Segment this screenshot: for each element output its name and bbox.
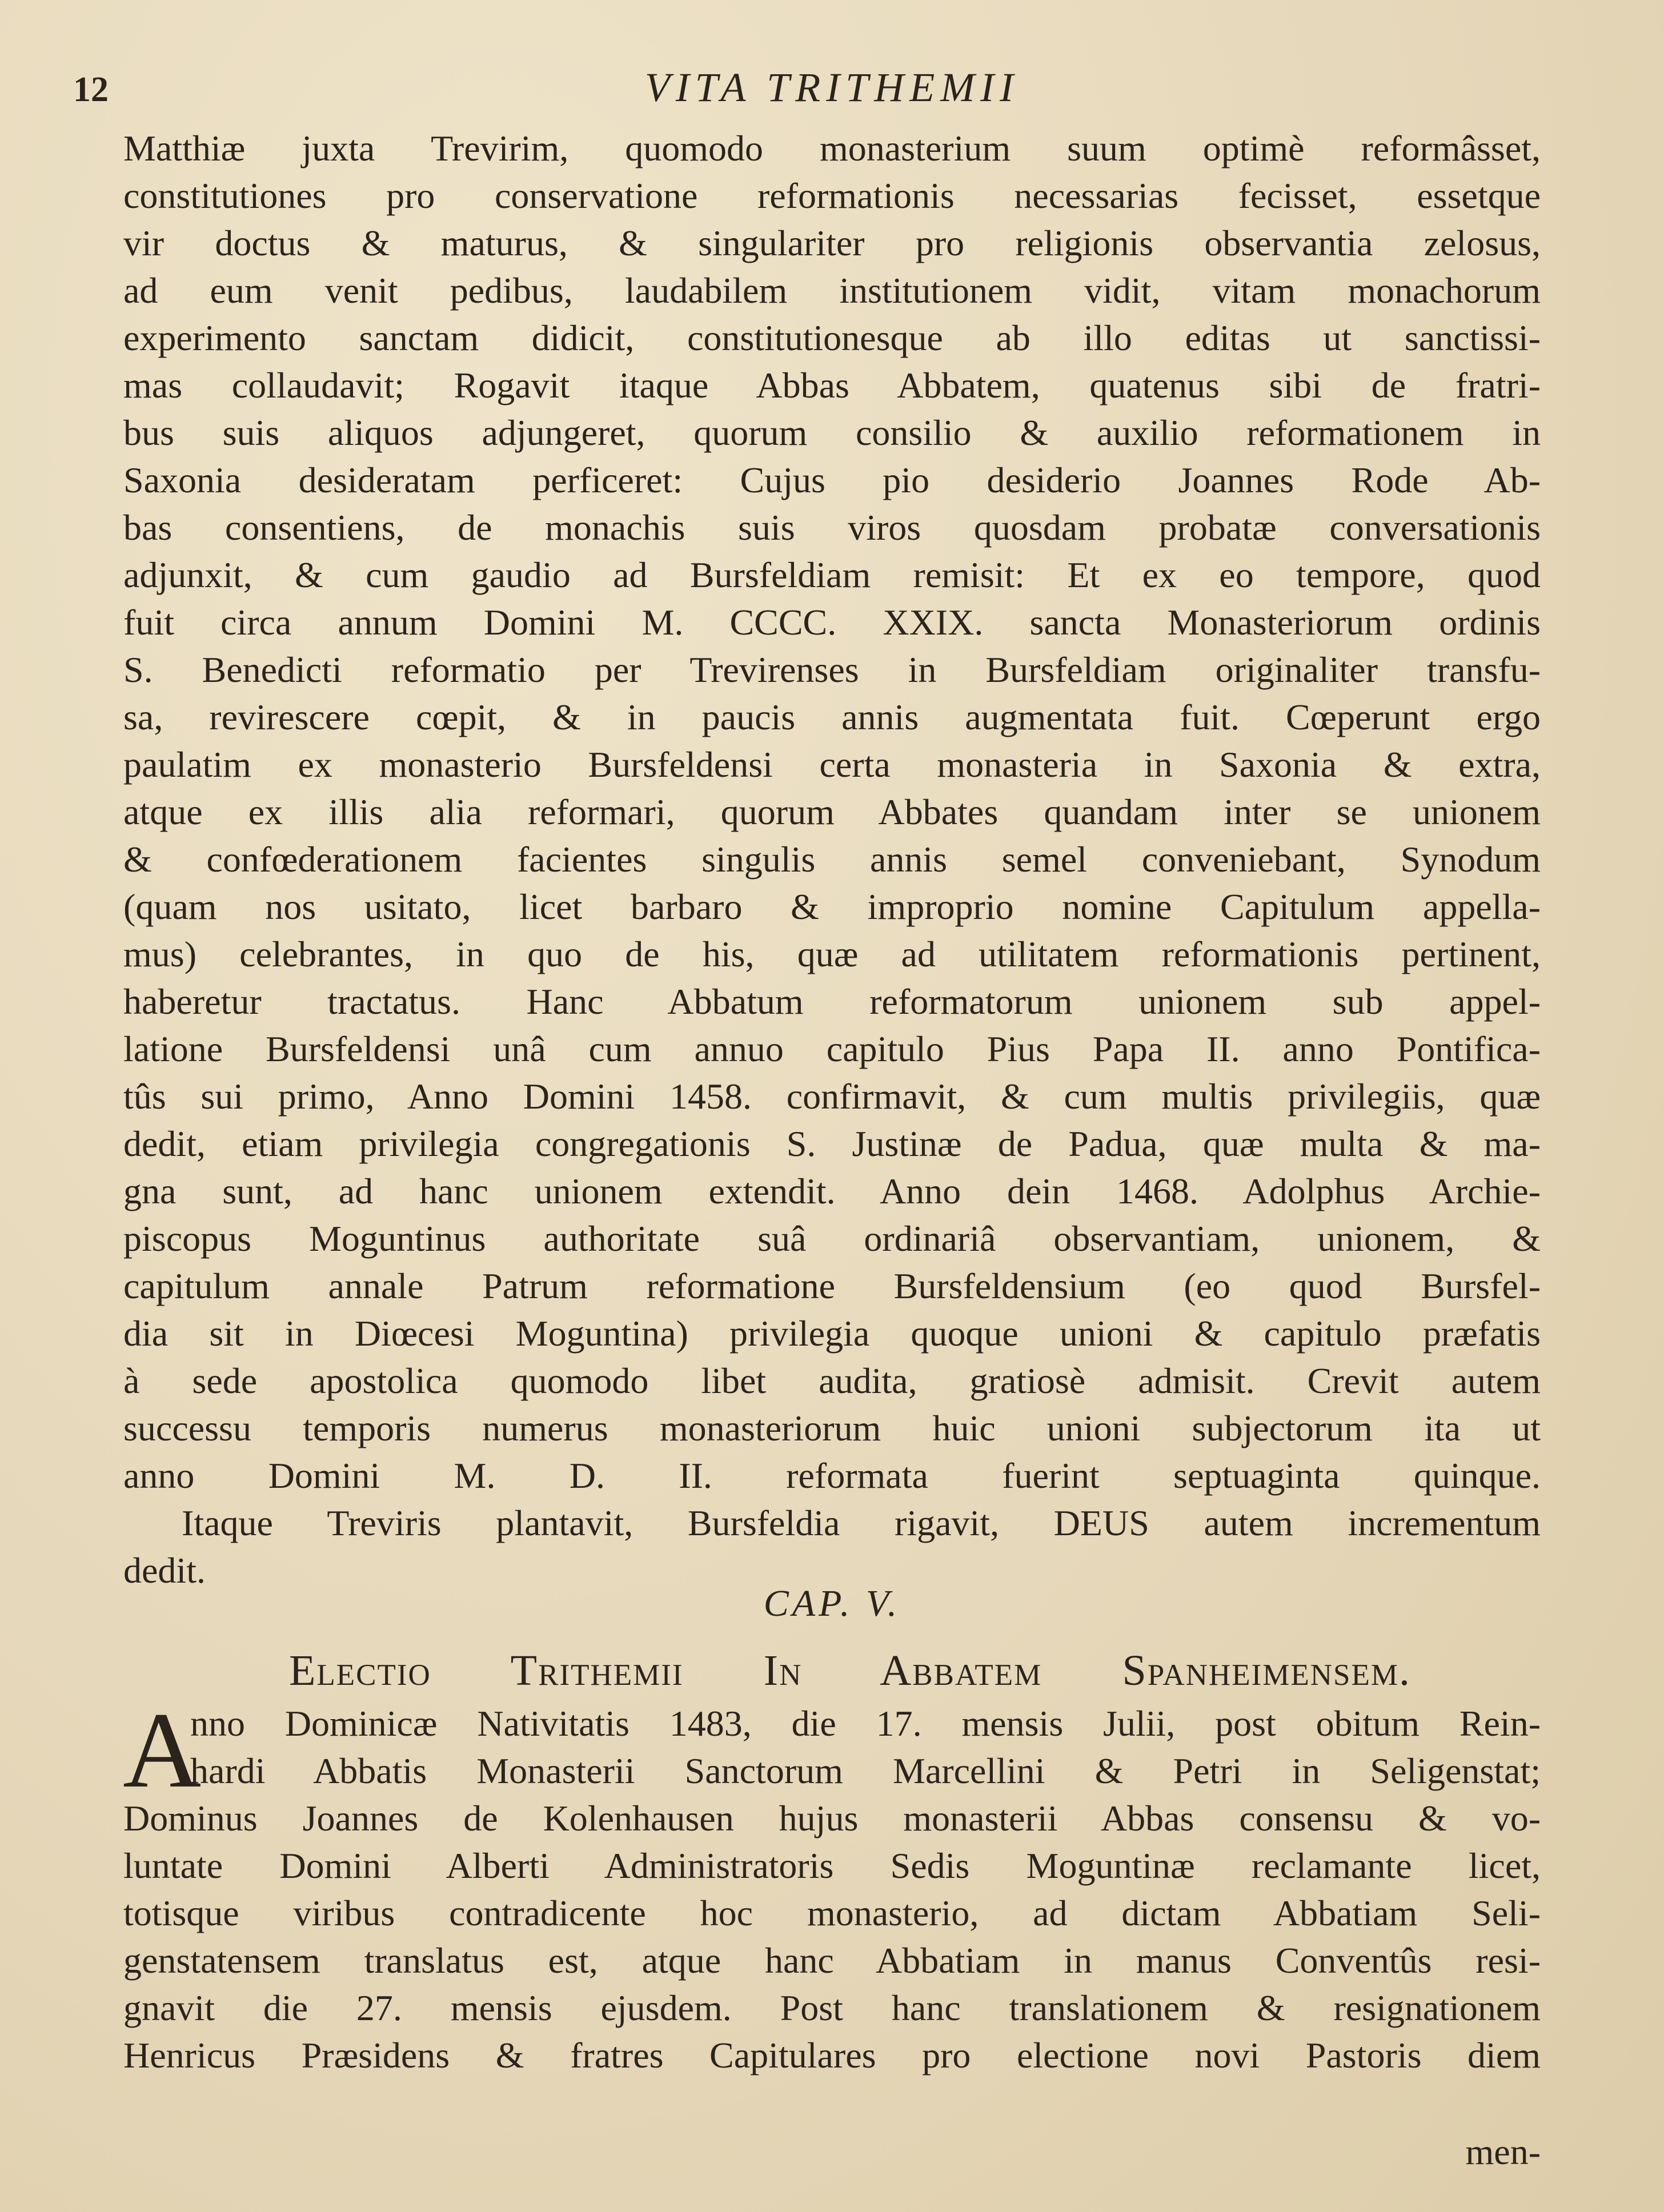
text-line: bas consentiens, de monachis suis viros quosdam probatæ conversationis — [123, 507, 1541, 548]
text-line: tûs sui primo, Anno Domini 1458. confirmavit, & cum multis privilegiis, quæ — [123, 1076, 1541, 1117]
text-line: Henricus Præsidens & fratres Capitulares pro electione novi Pastoris diem — [123, 2035, 1541, 2075]
text-line: latione Bursfeldensi unâ cum annuo capitulo Pius Papa II. anno Pontifica- — [123, 1029, 1541, 1069]
text-line: gnavit die 27. mensis ejusdem. Post hanc translationem & resignationem — [123, 1988, 1541, 2028]
text-line: ad eum venit pedibus, laudabilem institutionem vidit, vitam monachorum — [123, 270, 1541, 311]
text-line: dia sit in Diœcesi Moguntina) privilegia quoque unioni & capitulo præfatis — [123, 1313, 1541, 1354]
text-line: experimento sanctam didicit, constitutionesque ab illo editas ut sanctissi- — [123, 318, 1541, 358]
text-line: (quam nos usitato, licet barbaro & improprio nomine Capitulum appella- — [123, 886, 1541, 927]
text-line: dedit. — [123, 1550, 206, 1591]
text-line: anno Domini M. D. II. reformata fuerint septuaginta quinque. — [123, 1455, 1541, 1496]
page-number: 12 — [73, 70, 109, 109]
text-line: haberetur tractatus. Hanc Abbatum reformatorum unionem sub appel- — [123, 981, 1541, 1022]
text-line: à sede apostolica quomodo libet audita, gratiosè admisit. Crevit autem — [123, 1360, 1541, 1401]
text-line: atque ex illis alia reformari, quorum Abbates quandam inter se unionem — [123, 792, 1541, 832]
text-line: Saxonia desideratam perficeret: Cujus pio desiderio Joannes Rode Ab- — [123, 460, 1541, 500]
chapter-label: CAP. V. — [763, 1583, 901, 1624]
running-title: VITA TRITHEMII — [644, 65, 1020, 110]
text-line: vir doctus & maturus, & singulariter pro religionis observantia zelosus, — [123, 223, 1541, 263]
text-line: mus) celebrantes, in quo de his, quæ ad utilitatem reformationis pertinent, — [123, 934, 1541, 974]
text-line: hardi Abbatis Monasterii Sanctorum Marcellini & Petri in Seligenstat; — [190, 1751, 1541, 1791]
text-line: bus suis aliquos adjungeret, quorum consilio & auxilio reformationem in — [123, 412, 1541, 453]
text-line: capitulum annale Patrum reformatione Bursfeldensium (eo quod Bursfel- — [123, 1266, 1541, 1306]
text-line: paulatim ex monasterio Bursfeldensi certa monasteria in Saxonia & extra, — [123, 744, 1541, 785]
text-line: constitutiones pro conservatione reformationis necessarias fecisset, essetque — [123, 175, 1541, 216]
text-line: successu temporis numerus monasteriorum huic unioni subjectorum ita ut — [123, 1408, 1541, 1448]
text-line: & confœderationem facientes singulis annis semel conveniebant, Synodum — [123, 839, 1541, 880]
text-line: sa, revirescere cœpit, & in paucis annis augmentata fuit. Cœperunt ergo — [123, 697, 1541, 737]
text-line: genstatensem translatus est, atque hanc Abbatiam in manus Conventûs resi- — [123, 1940, 1541, 1981]
chapter-title: Electio Trithemii In Abbatem Spanheimensem. — [289, 1647, 1411, 1695]
text-line: Itaque Treviris plantavit, Bursfeldia rigavit, DEUS autem incrementum — [182, 1503, 1541, 1543]
drop-cap: A — [123, 1691, 202, 1810]
text-line: S. Benedicti reformatio per Trevirenses in Bursfeldiam originaliter transfu- — [123, 649, 1541, 690]
text-line: Dominus Joannes de Kolenhausen hujus monasterii Abbas consensu & vo- — [123, 1798, 1541, 1838]
text-line: Matthiæ juxta Trevirim, quomodo monasterium suum optimè reformâsset, — [123, 128, 1541, 168]
text-line: gna sunt, ad hanc unionem extendit. Anno dein 1468. Adolphus Archie- — [123, 1171, 1541, 1211]
text-line: nno Dominicæ Nativitatis 1483, die 17. mensis Julii, post obitum Rein- — [190, 1703, 1541, 1744]
catchword: men- — [1465, 2131, 1541, 2172]
text-line: luntate Domini Alberti Administratoris Sedis Moguntinæ reclamante licet, — [123, 1845, 1541, 1886]
text-line: dedit, etiam privilegia congregationis S. Justinæ de Padua, quæ multa & ma- — [123, 1123, 1541, 1164]
text-line: fuit circa annum Domini M. CCCC. XXIX. sancta Monasteriorum ordinis — [123, 602, 1541, 643]
text-line: mas collaudavit; Rogavit itaque Abbas Abbatem, quatenus sibi de fratri- — [123, 365, 1541, 406]
text-line: piscopus Moguntinus authoritate suâ ordinariâ observantiam, unionem, & — [123, 1218, 1541, 1259]
text-line: adjunxit, & cum gaudio ad Bursfeldiam remisit: Et ex eo tempore, quod — [123, 555, 1541, 595]
text-line: totisque viribus contradicente hoc monasterio, ad dictam Abbatiam Seli- — [123, 1893, 1541, 1933]
